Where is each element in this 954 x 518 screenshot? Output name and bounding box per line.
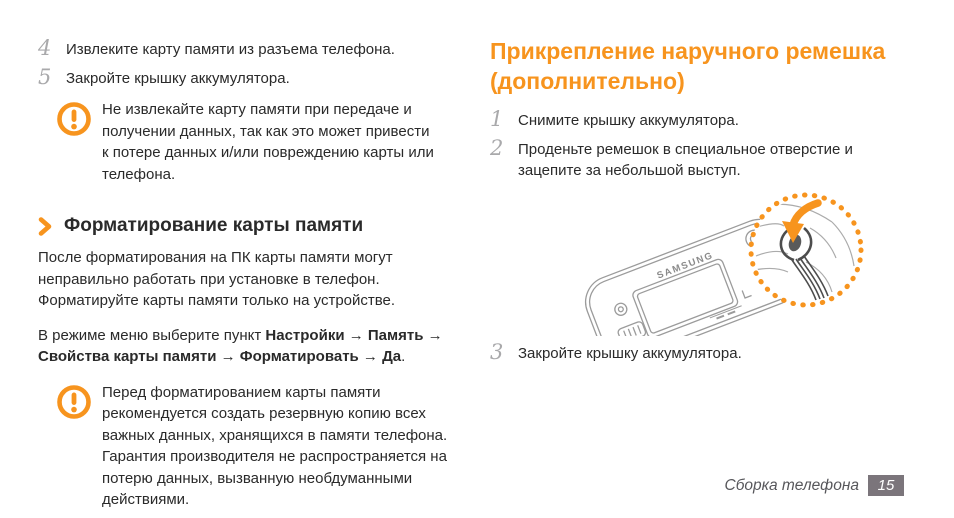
step-number: 5 xyxy=(38,65,52,89)
page-title: Прикрепление наручного ремешка (дополнительно) xyxy=(490,38,886,94)
warning-text: Не извлекайте карту памяти при передаче и получении данных, так как это может привести к потере данных и/или повреждению карты или телефона. xyxy=(102,101,434,183)
left-column xyxy=(38,38,468,511)
step-number: 4 xyxy=(38,36,52,60)
warning-text: Перед форматированием карты памяти рекомендуется создать резервную копию всех важных данных, хранящихся в памяти телефона. Гарантия производителя не распространяется на потерю данных, вызванную необдуманными действиями. xyxy=(102,383,448,508)
step-text: Проденьте ремешок в специальное отверстие и зацепите за небольшой выступ. xyxy=(518,141,853,179)
step-number: 1 xyxy=(490,107,504,131)
right-column xyxy=(490,36,930,371)
menu-path-paragraph: В режиме меню выберите пункт Настройки → Память → Свойства карты памяти → Форматировать → Да. xyxy=(38,326,443,365)
paragraph: После форматирования на ПК карты памяти могут неправильно работать при установке в телефон. Форматируйте карты памяти только на устройстве. xyxy=(38,249,396,309)
step-item xyxy=(490,138,930,181)
section-title-text: Форматирование карты памяти xyxy=(64,215,364,236)
step-text: Закройте крышку аккумулятора. xyxy=(518,345,742,362)
warning-note xyxy=(56,382,468,511)
step-text: Извлеките карту памяти из разъема телефона. xyxy=(66,41,395,58)
warning-exclamation-icon xyxy=(56,384,92,425)
step-number: 3 xyxy=(490,340,504,364)
phone-strap-attachment-illustration xyxy=(578,188,878,336)
section-title xyxy=(38,215,468,237)
page-number-badge: 15 xyxy=(868,475,904,496)
step-text: Снимите крышку аккумулятора. xyxy=(518,112,739,129)
step-item xyxy=(38,38,468,60)
step-item xyxy=(38,67,468,89)
footer-section-label: Сборка телефона xyxy=(724,476,859,494)
brand-label: SAMSUNG xyxy=(655,249,716,282)
warning-note xyxy=(56,99,468,185)
warning-exclamation-icon xyxy=(56,101,92,142)
step-item xyxy=(490,109,930,131)
chevron-right-icon xyxy=(38,217,52,236)
page-footer xyxy=(725,475,905,496)
step-item xyxy=(490,342,930,364)
step-number: 2 xyxy=(490,136,504,160)
step-text: Закройте крышку аккумулятора. xyxy=(66,70,290,87)
